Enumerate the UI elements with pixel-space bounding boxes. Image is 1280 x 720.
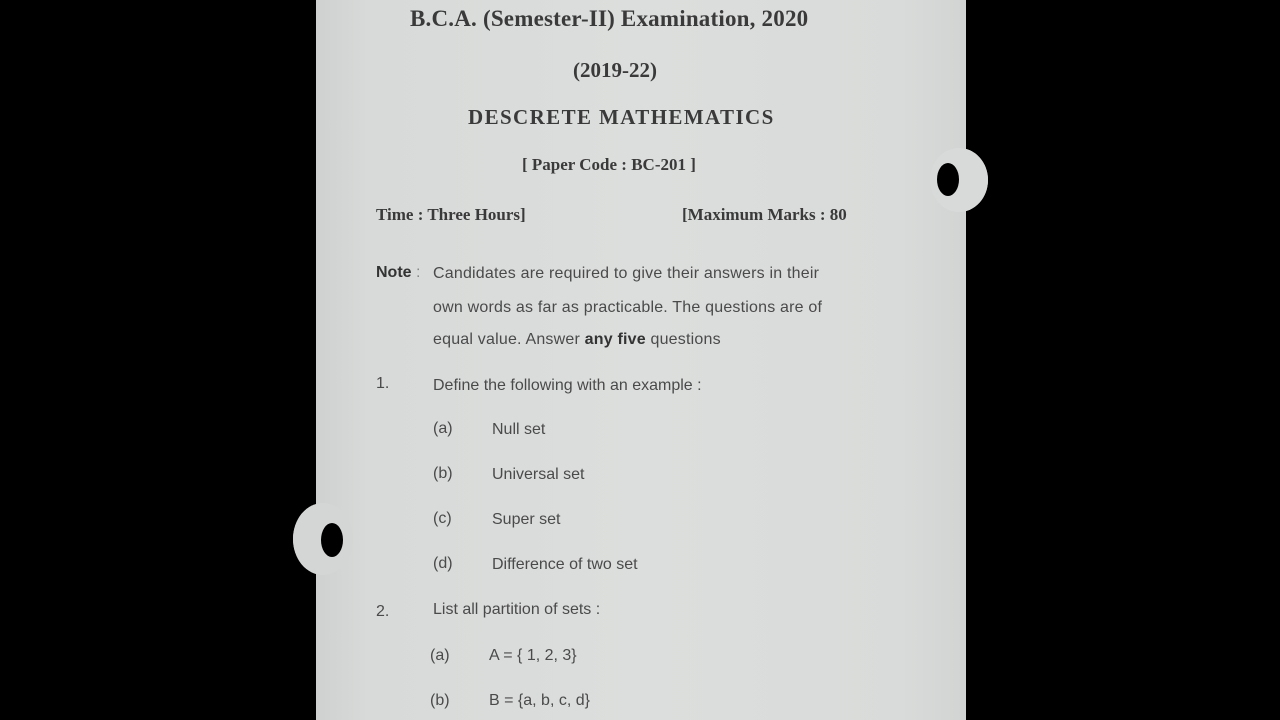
note-label-text: Note: [376, 264, 412, 281]
question-2-number: 2.: [376, 603, 390, 620]
note-line-2: own words as far as practicable. The questions are of: [433, 299, 823, 316]
question-2b-label: (b): [430, 692, 450, 709]
question-2-text: List all partition of sets :: [433, 601, 601, 618]
question-1c-text: Super set: [492, 511, 561, 528]
question-2a-label: (a): [430, 647, 450, 664]
note-line-3: [433, 331, 721, 349]
question-1a-text: Null set: [492, 421, 546, 438]
question-1a-label: (a): [433, 420, 453, 437]
note-label: [376, 264, 420, 282]
subject-title: DESCRETE MATHEMATICS: [468, 105, 775, 129]
time-allowed: Time : Three Hours]: [376, 205, 526, 224]
question-1c-label: (c): [433, 510, 452, 527]
question-1b-text: Universal set: [492, 466, 585, 483]
question-1d-label: (d): [433, 555, 453, 572]
question-1-number: 1.: [376, 375, 390, 392]
paper-code: [ Paper Code : BC-201 ]: [522, 155, 696, 174]
note-line-3-pre: equal value. Answer: [433, 331, 585, 348]
question-2a-text: A = { 1, 2, 3}: [489, 647, 577, 664]
question-1d-text: Difference of two set: [492, 556, 638, 573]
note-line-3-post: questions: [645, 331, 721, 348]
note-separator: :: [416, 264, 421, 281]
note-line-1: Candidates are required to give their answers in their: [433, 265, 820, 282]
question-2b-text: B = {a, b, c, d}: [489, 692, 590, 709]
question-1-text: Define the following with an example :: [433, 377, 702, 394]
maximum-marks: [Maximum Marks : 80: [682, 205, 847, 224]
note-line-3-bold: any five: [584, 331, 646, 348]
exam-title: B.C.A. (Semester-II) Examination, 2020: [410, 6, 809, 31]
session-years: (2019-22): [573, 58, 657, 82]
question-1b-label: (b): [433, 465, 453, 482]
